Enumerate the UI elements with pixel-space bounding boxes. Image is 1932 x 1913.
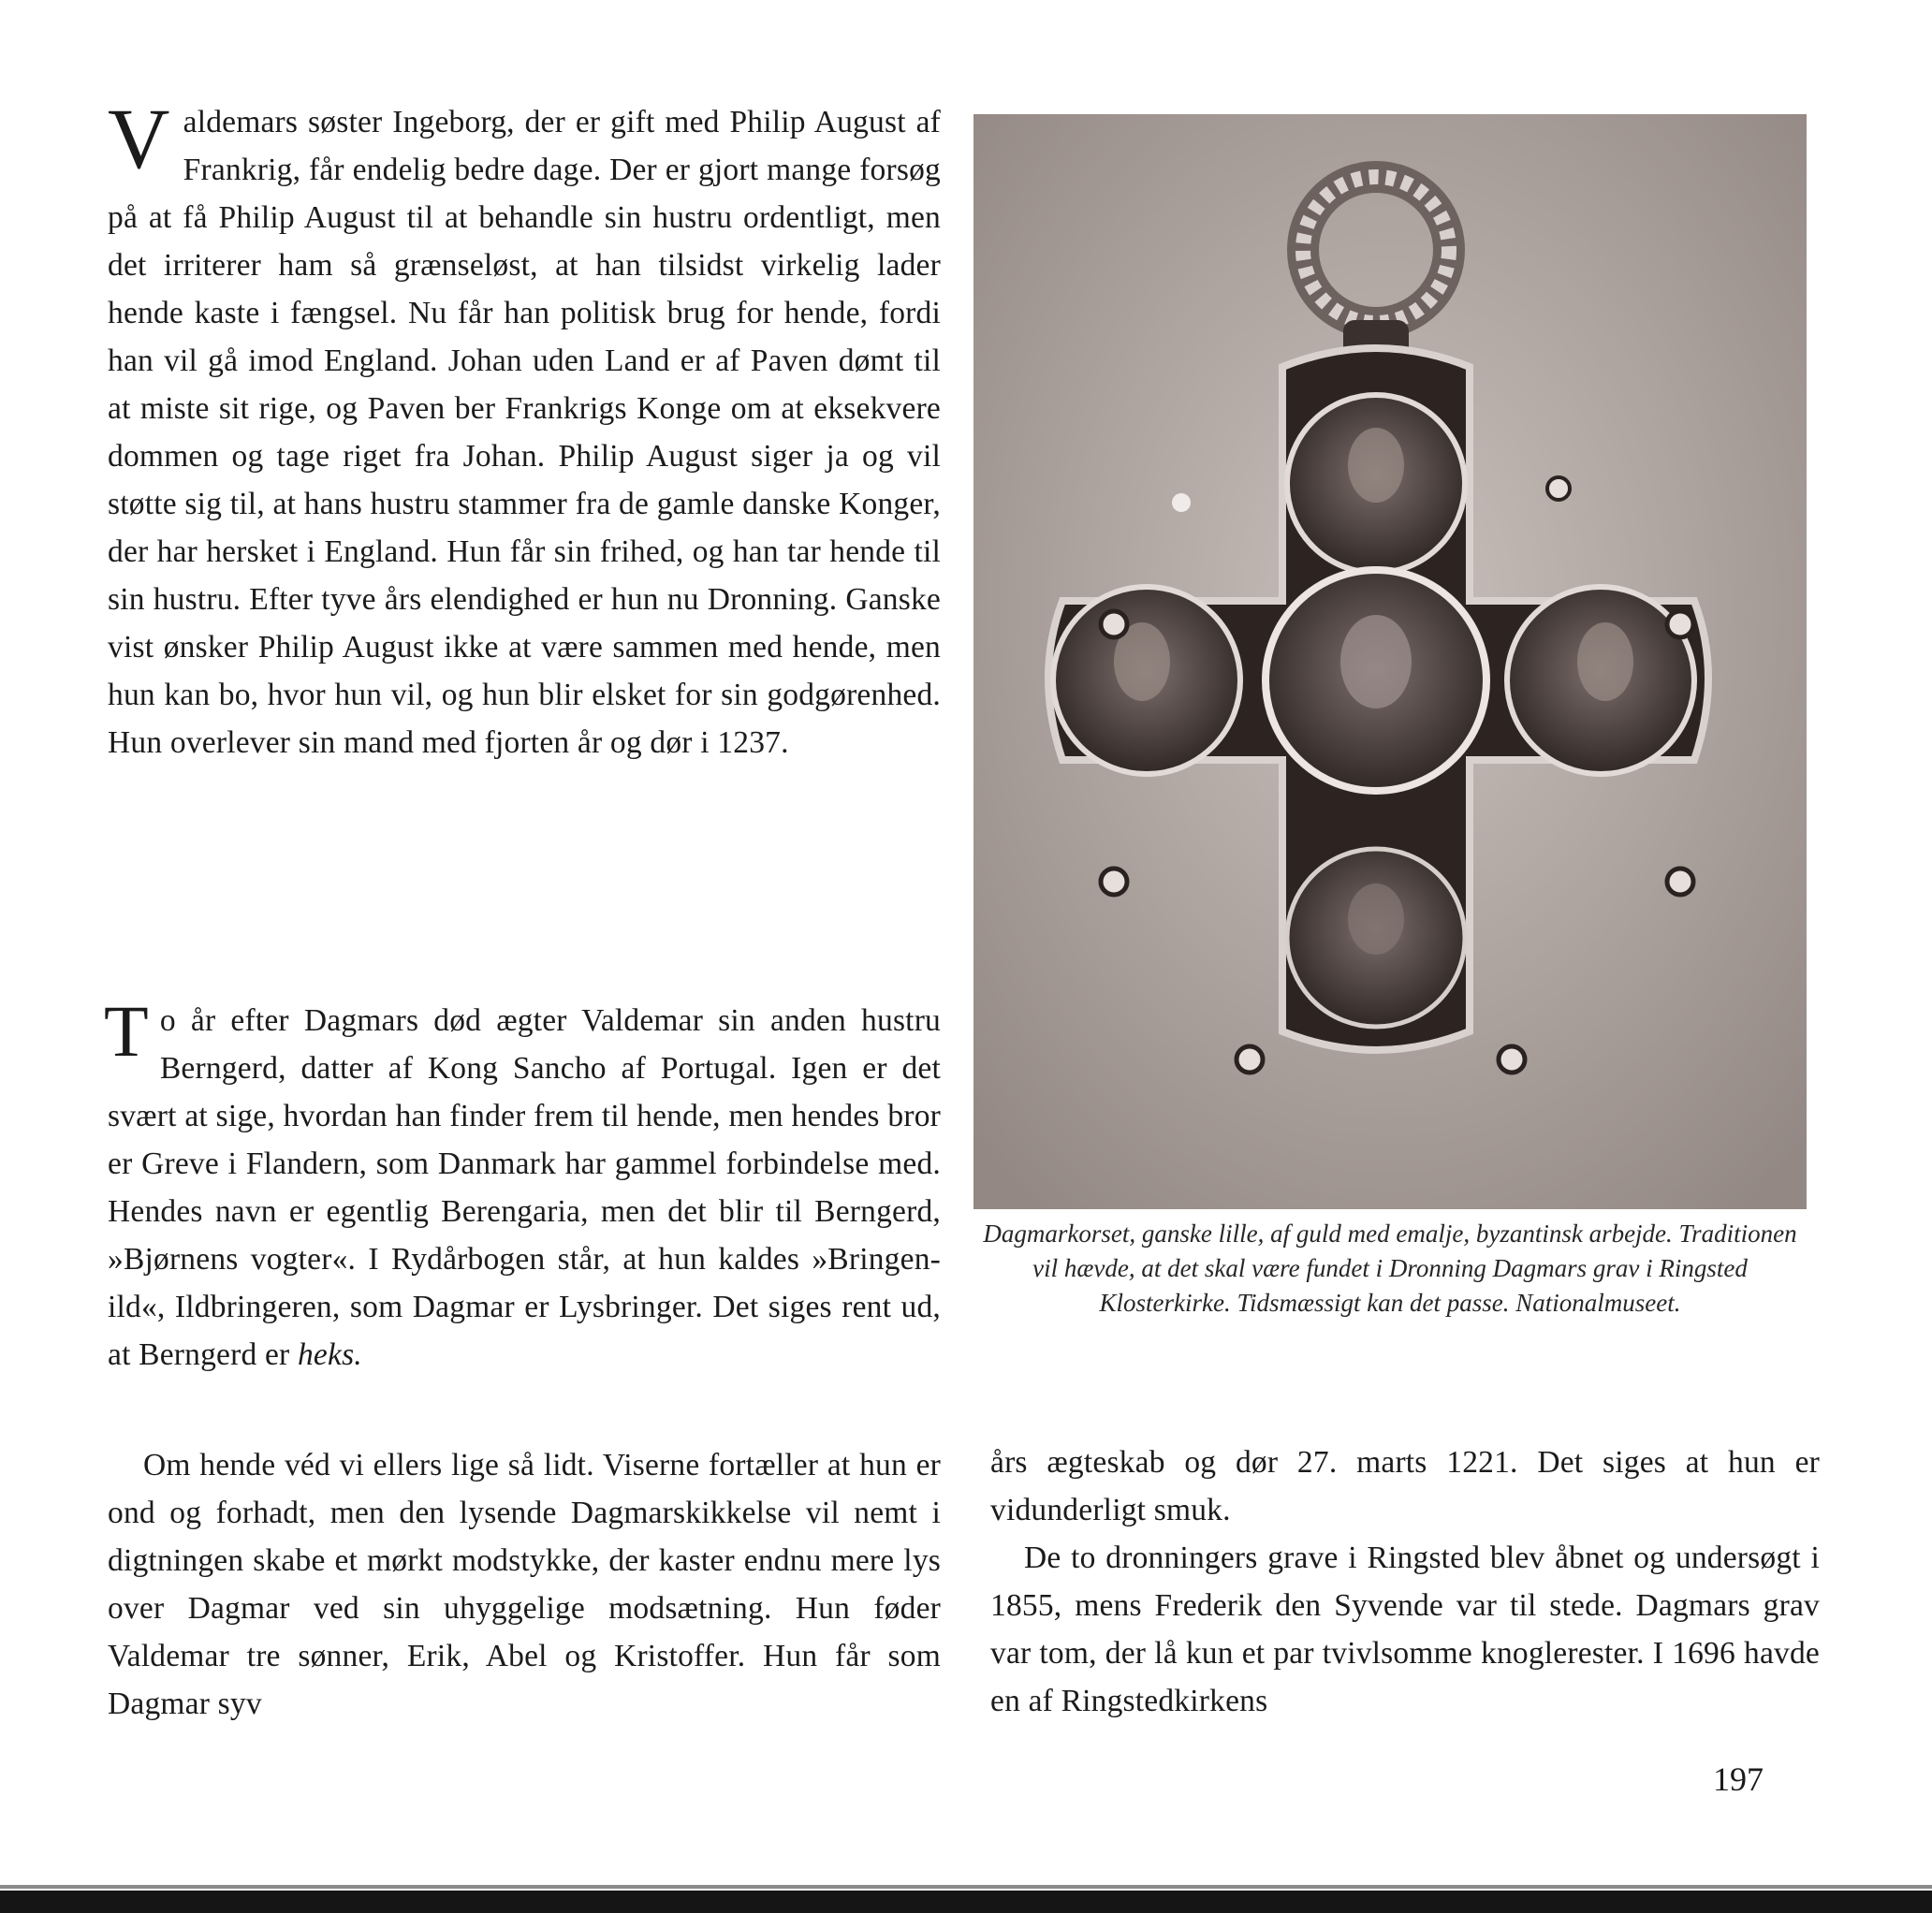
bottom-rule: [0, 1885, 1932, 1889]
paragraph-grave: De to dronningers grave i Ringsted blev åbnet og undersøgt i 1855, mens Frederik den Syvende var til stede. Dagmars grav var tom, der lå kun et par tvivlsomme knoglerester. I 1696 havde en af Ringstedkirkens: [990, 1541, 1820, 1718]
cross-illustration: [973, 114, 1807, 1209]
paragraph-ingeborg: [108, 91, 941, 767]
paragraph-om-hende: [108, 1441, 941, 1728]
paragraph-aegteskab: års ægteskab og dør 27. marts 1221. Det siges at hun er vidunderligt smuk.: [990, 1445, 1820, 1527]
italic-word-heks: heks.: [297, 1337, 362, 1372]
photo-caption: Dagmarkorset, ganske lille, af guld med emalje, byzantinsk arbejde. Traditionen vil hævde, at det skal være fundet i Dronning Dagmars grav i Ringsted Klosterkirke. Tidsmæssigt kan det passe. Nationalmuseet.: [983, 1219, 1797, 1317]
paragraph-berngerd-text: o år efter Dagmars død ægter Valdemar sin anden hustru Berngerd, datter af Kong Sancho af Portugal. Igen er det svært at sige, hvordan han finder frem til hende, men hendes bror er Greve i Flandern, som Danmark har gammel forbindelse med. Hendes navn er egentlig Berengaria, men det blir til Berngerd, »Bjørnens vogter«. I Rydårbogen står, at hun kaldes »Bringen-ild«, Ildbringeren, som Dagmar er Lysbringer. Det siges rent ud, at Berngerd er: [108, 1003, 941, 1372]
paragraph-ingeborg-text: aldemars søster Ingeborg, der er gift med Philip August af Frankrig, får endelig bedre dage. Der er gjort mange forsøg på at få Philip August til at behandle sin hustru ordentligt, men det irriterer ham så grænseløst, at han tilsidst virkelig lader hende kaste i fængsel. Nu får han politisk brug for hende, fordi han vil gå imod England. Johan uden Land er af Paven dømt til at miste sit rige, og Paven ber Frankrigs Konge om at eksekvere dommen og tage riget fra Johan. Philip August siger ja og vil støtte sig til, at hans hustru stammer fra de gamle danske Konger, der har hersket i England. Hun får sin frihed, og han tar hende til sin hustru. Efter tyve års elendighed er hun nu Dronning. Ganske vist ønsker Philip August ikke at være sammen med hende, men hun kan bo, hvor hun vil, og hun blir elsket for sin godgørenhed. Hun overlever sin mand med fjorten år og dør i 1237.: [108, 105, 941, 760]
bottom-edge: [0, 1891, 1932, 1913]
page-number: 197: [1713, 1760, 1764, 1798]
paragraph-berngerd: [104, 990, 941, 1379]
left-column: [104, 91, 941, 1721]
paragraph-om-hende-text: Om hende véd vi ellers lige så lidt. Viserne fortæller at hun er ond og forhadt, men den lysende Dagmarskikkelse vil nemt i digtningen skabe et mørkt modstykke, der kaster endnu mere lys over Dagmar ved sin uhyggelige modsætning. Hun føder Valdemar tre sønner, Erik, Abel og Kristoffer. Hun får som Dagmar syv: [108, 1448, 941, 1721]
drop-cap-v: V: [108, 91, 170, 186]
right-column-text: [990, 1438, 1820, 1725]
drop-cap-t: T: [104, 990, 149, 1072]
dagmar-cross-photo: [973, 114, 1807, 1209]
